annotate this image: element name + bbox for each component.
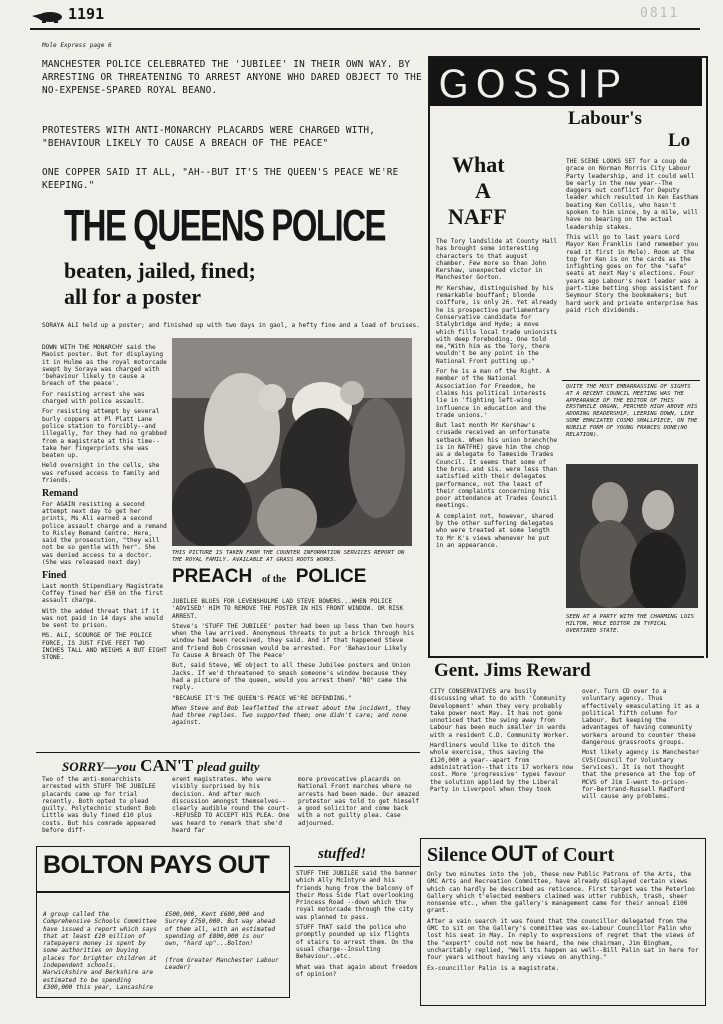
preach-headline-b: POLICE — [295, 566, 367, 587]
labour-title-1: Labour's — [568, 108, 642, 129]
silence-headline-a: Silence — [427, 844, 487, 866]
queens-police-para-4: Held overnight in the cells, she was refused access to family and friends. — [42, 462, 160, 485]
naff-para-4: But last month Mr Kershaw's crusade received an unfortunate setback. When his union branch(he is in NATFHE) gave him the chop as a delegate to Tameside Trades Council. It seems that some of the bros. and sis. were less than satisfied with their delegates performance, not the least of their complaints concerning his poor attendance at Trades Council meetings. — [436, 422, 558, 510]
page-number-right: 0811 — [640, 6, 680, 21]
silence-para-3: Ex-councillor Palin is a magistrate. — [427, 964, 560, 972]
bolton-headline: BOLTON PAYS OUT — [43, 851, 270, 879]
queens-police-headline: THE QUEENS POLICE — [64, 200, 386, 250]
naff-article — [436, 238, 558, 552]
naff-title-2: A — [475, 178, 491, 203]
gent-jims-para-1: CITY CONSERVATIVES are busily discussing what to do with 'Community Development' when they very probably take power next May. It has not gone unnoticed that the swing away from Labour has been much smaller in wards with a resident C.D. Community Worker. — [430, 688, 570, 739]
queens-police-subhead-2: all for a poster — [64, 284, 202, 309]
sorry-headline-c: plead guilty — [197, 759, 260, 774]
gossip-banner-text: GOSSIP — [438, 60, 628, 106]
sorry-col-3: more provocative placards on National Front marches where no arrests had been made. Our amazed protestor was told to get himself a good solicitor and come back with a not guilty plea. Case adjourned. — [298, 776, 420, 827]
remand-text: For AGAIN resisting a second attempt next day to get her prints, Ms Ali earned a second police assault charge and a remand to Risley Remand Centre. Here, said the prosecution, "they will not be so gentle with her". She was denied access to a doctor. (She was released next day) — [42, 500, 167, 567]
sorry-headline-a: SORRY—you — [62, 759, 137, 774]
preach-headline-of: of the — [261, 574, 287, 585]
stuffed-para-1: STUFF THE JUBILEE said the banner which Ally McIntyre and his friends hung from the balcony of their Moss Side flat overlooking Princess Road --down which the royal motorcade through the city was planned to pass. — [296, 870, 418, 921]
silence-headline — [427, 841, 614, 867]
stuffed-article — [296, 870, 420, 981]
gossip-banner — [430, 58, 702, 106]
gent-jims-col-1 — [430, 688, 576, 796]
party-photo-caption: SEEN AT A PARTY WITH THE CHARMING LOIS HILTON, MOLE EDITOR IN TYPICAL OVERTIRED STATE. — [566, 614, 694, 634]
gent-jims-para-4: Most likely agency is Manchester CVS(Council for Voluntary Services). It is not thought that the presence at the top of MCVS of Jim I-went to-prison-for-Bertrand-Russell Radford will cause any problems. — [582, 749, 700, 801]
preach-para-5: When Steve and Bob leafletted the street about the incident, they had three replies. Two supported them; one didn't care; and none against. — [172, 704, 411, 727]
silence-headline-b: OUT — [491, 841, 538, 866]
royal-family-photo — [172, 338, 412, 546]
bolton-col-2: £500,000, Kent £600,000 and Surrey £750,000. But way ahead of them all, with an estimated spending of £800,000 is our own, "hard up"...Bolton! — [165, 911, 276, 948]
gent-jims-headline: Gent. Jims Reward — [434, 660, 591, 681]
royal-photo-caption: THIS PICTURE IS TAKEN FROM THE COUNTER INFORMATION SERVICES REPORT ON THE ROYAL FAMILY. AVAILABLE AT GRASS ROOTS WORKS. — [172, 550, 405, 563]
preach-headline — [172, 566, 366, 588]
party-photo — [566, 464, 698, 608]
gent-jims-para-2: Hardliners would like to ditch the whole exercise, thus saving the £120,000 a year--apart from administration--that its 17 workers now cost. More 'progressive' types favour the solution applied by the Liberal Party in Liverpool when they took — [430, 742, 574, 793]
page-number-left: 1191 — [68, 5, 105, 23]
labour-para-1: THE SCENE LOOKS SET for a coup de grace on Norman Morris City Labour Party leadership, and it could well be early in the new year--The daggers out conflict for Deputy leader which resulted in Ken Eastham beating Ken Collis, who hasn't spoken to him since, by a mile, will have no bearing on the actual leadership stakes. — [566, 158, 699, 231]
preach-para-4: "BECAUSE IT'S THE QUEEN'S PEACE WE'RE DEFENDING." — [172, 694, 352, 702]
running-head: Mole Express page 6 — [42, 42, 112, 49]
labour-article — [566, 158, 700, 317]
naff-title-3: NAFF — [448, 204, 507, 229]
mole-logo-icon — [30, 8, 64, 27]
lead-paragraph-2: PROTESTERS WITH ANTI-MONARCHY PLACARDS WERE CHARGED WITH, "BEHAVIOUR LIKELY TO CAUSE A BREACH OF THE PEACE" — [42, 125, 376, 149]
queens-police-intro: SORAYA ALI held up a poster; and finished up with two days in gaol, a hefty fine and a load of bruises. — [42, 322, 420, 329]
gent-jims-para-3: over. Turn CD over to a voluntary agency. Thus effectively emasculating it as a political fifth column for Labour. But keeping the advantages of having community workers around to counter these dangerous grassroots groups. — [582, 688, 700, 747]
naff-para-5: A complaint not, however, shared by the other suffering delegates who were treated at some length to Mr K's views whenever he put in an appearance. — [436, 512, 554, 549]
silence-para-1: Only two minutes into the job, these new Public Patrons of the Arts, the GMC Arts and Recreation Committee, have already displayed certain views which can hardly be described as reticence. First target was the Peterloo Gallery which t'elected members claimed was utter rubbish, trash, sheer nonsense etc., when the gallery's management came for their annual £100 grant. — [427, 871, 695, 915]
fined-text-3: MS. ALI, SCOURGE OF THE POLICE FORCE, IS JUST FIVE FEET TWO INCHES TALL AND WEIGHS A BUT EIGHT STONE. — [42, 632, 167, 662]
bolton-col-1: A group called the Comprehensive Schools Committee have issued a report which says that at least £10 million of ratepayers money is spent by some authorities on buying places for brighter children at independent schools. Warwickshire and Berkshire are estimated to be spending £300,000 this year, Lancashire — [43, 911, 157, 991]
sorry-col-1: Two of the anti-monarchists arrested with STUFF THE JUBILEE placards came up for trial recently. Both opted to plead guilty. Polytechnic student Bob Little was duly fined £10 plus costs. But his comrade appeared before diff- — [42, 776, 156, 835]
lead-paragraph-3: ONE COPPER SAID IT ALL, "AH--BUT IT'S THE QUEEN'S PEACE WE'RE KEEPING." — [42, 167, 399, 191]
bolton-credit: (from Greater Manchester Labour Leader) — [165, 957, 279, 972]
preach-article — [172, 598, 416, 730]
quite-embarrassing-text: QUITE THE MOST EMBARRASSING OF SIGHTS AT A RECENT COUNCIL MEETING WAS THE APPEARANCE OF THE EDITOR OF THIS ERSTWHILE ORGAN, PERCHED HIGH ABOVE HIS ADORING READERSHIP, LEERING DOWN, LIKE SOME EMACIATED COSMO SMALLPIECE, ON THE NUBILE FORM OF YOUNG FRANCES DONE(NO RELATION). — [566, 384, 698, 438]
sorry-col-2: erent magistrates. Who were visibly surprised by his decision. And after much discussion amongst themselves--clearly audible round the court--REFUSED TO ACCEPT HIS PLEA. One was heard to remark that she'd heard far — [172, 776, 290, 835]
naff-para-2: Mr Kershaw, distinguished by his remarkable bouffant; blonde coiffure, is only 26. Yet already he is prospective parliamentary Conservative candidate for Stalybridge and Hyde; a move which fills local trade unionists with deep foreboding. One told me,"With him as the Tory, there wouldn't be any point in the National Front putting up." — [436, 284, 558, 365]
labour-title-2: Lo — [668, 130, 691, 151]
silence-para-2: After a vain search it was found that the councillor delegated from the GMC to sit on the Gallery's committee was ex-Labour Councillor Palin who lost his seat in May. In reply to expressions of regret that the views of the "expert" could not now be heard, the new chairman, Jim Bingham, uncharitably replied, "Well its happen as well--Bill Palin sat in here for four years without having any views on anything." — [427, 917, 699, 962]
queens-police-subhead-1: beaten, jailed, fined; — [64, 258, 256, 283]
sorry-headline-b: CAN'T — [140, 756, 194, 775]
preach-para-1: JUBILEE BLUES FOR LEVENSHULME LAD STEVE BOWERS...WHEN POLICE 'ADVISED' HIM TO REMOVE THE POSTER IN HIS FRONT WINDOW. OR RISK ARREST. — [172, 598, 404, 620]
preach-para-2: Steve's 'STUFF THE JUBILEE' poster had been up less than two hours when the law arrived. Anonymous threats to put a brick through his window had been received, they said. And if that happened Steve and friend Bob Crossman would be arrested. For 'Behaviour Likely To Cause A Breach Of The Peace' — [172, 622, 415, 660]
lead-paragraph-1: MANCHESTER POLICE CELEBRATED THE 'JUBILEE' IN THEIR OWN WAY. BY ARRESTING OR THREATENING TO ARREST ANYONE WHO DARED OBJECT TO THE NO-EXPENSE-SPARED ROYAL BEANO. — [42, 59, 422, 96]
bolton-box — [36, 846, 290, 998]
queens-police-para-3: For resisting attempt by several burly coppers at Pl Platt Lane police station to forcibly--and illegally, for they had no grabbed from a magistrate at this time--take her fingerprints she was beaten up. — [42, 408, 167, 460]
silence-article — [427, 871, 699, 975]
sorry-headline — [62, 756, 260, 776]
naff-para-1: The Tory landslide at County Hall has brought some interesting characters to that august chamber. Few more so than John Kershaw, unexpected victor in Manchester Gorton. — [436, 238, 558, 282]
silence-headline-c: of Court — [541, 844, 615, 866]
stuffed-headline: stuffed! — [318, 846, 367, 862]
labour-para-2: This will go to last years Lord Mayor Ken Franklin (and remember you read it first in Mole). Room at the top for Ken is on the cards as the infighting goes on for the "safe" seats at next May's elections. Four years ago Labour's next leader was a part-time betting shop assistant for Seymour Story the bookmakers; but hard work and private enterprise has paid rich dividends. — [566, 233, 699, 314]
queens-police-para-1: DOWN WITH THE MONARCHY said the Maoist poster. But for displaying it in Hulme as the royal motorcade swept by Soraya was charged with 'behaviour likely to cause a breach of the peace'. — [42, 344, 167, 388]
queens-police-para-2: For resisting arrest she was charged with police assault. — [42, 390, 145, 406]
fined-text-1: Last month Stipendiary Magistrate Coffey fined her £50 on the first assault charge. — [42, 582, 164, 605]
stuffed-para-3: What was that again about freedom of opinion? — [296, 963, 418, 978]
naff-title-1: What — [452, 152, 505, 177]
queens-police-column — [42, 344, 168, 665]
fined-heading: Fined — [42, 570, 67, 582]
fined-text-2: With the added threat that if it was not paid in 14 days she would be sent to prison. — [42, 607, 164, 630]
silence-box — [420, 838, 706, 1006]
gent-jims-col-2 — [582, 688, 702, 803]
naff-para-3: For he is a man of the Right. A member of the National Association for Freedom, he claims his political interests lie in 'fighting left-wing influence in education and the trade unions.' — [436, 368, 550, 419]
remand-heading: Remand — [42, 488, 79, 500]
stuffed-para-2: STUFF THAT said the police who promptly pounded up six flights of stairs to arrest them. On the usual charge--Insulting Behaviour..etc. — [296, 924, 414, 961]
preach-para-3: But, said Steve, WE object to all these Jubilee posters and Union Jacks. If we'd threatened to smash someone's window because they had a picture of the queen, would you arrest them? "NO" came the reply. — [172, 662, 411, 692]
preach-headline-a: PREACH — [172, 566, 253, 587]
